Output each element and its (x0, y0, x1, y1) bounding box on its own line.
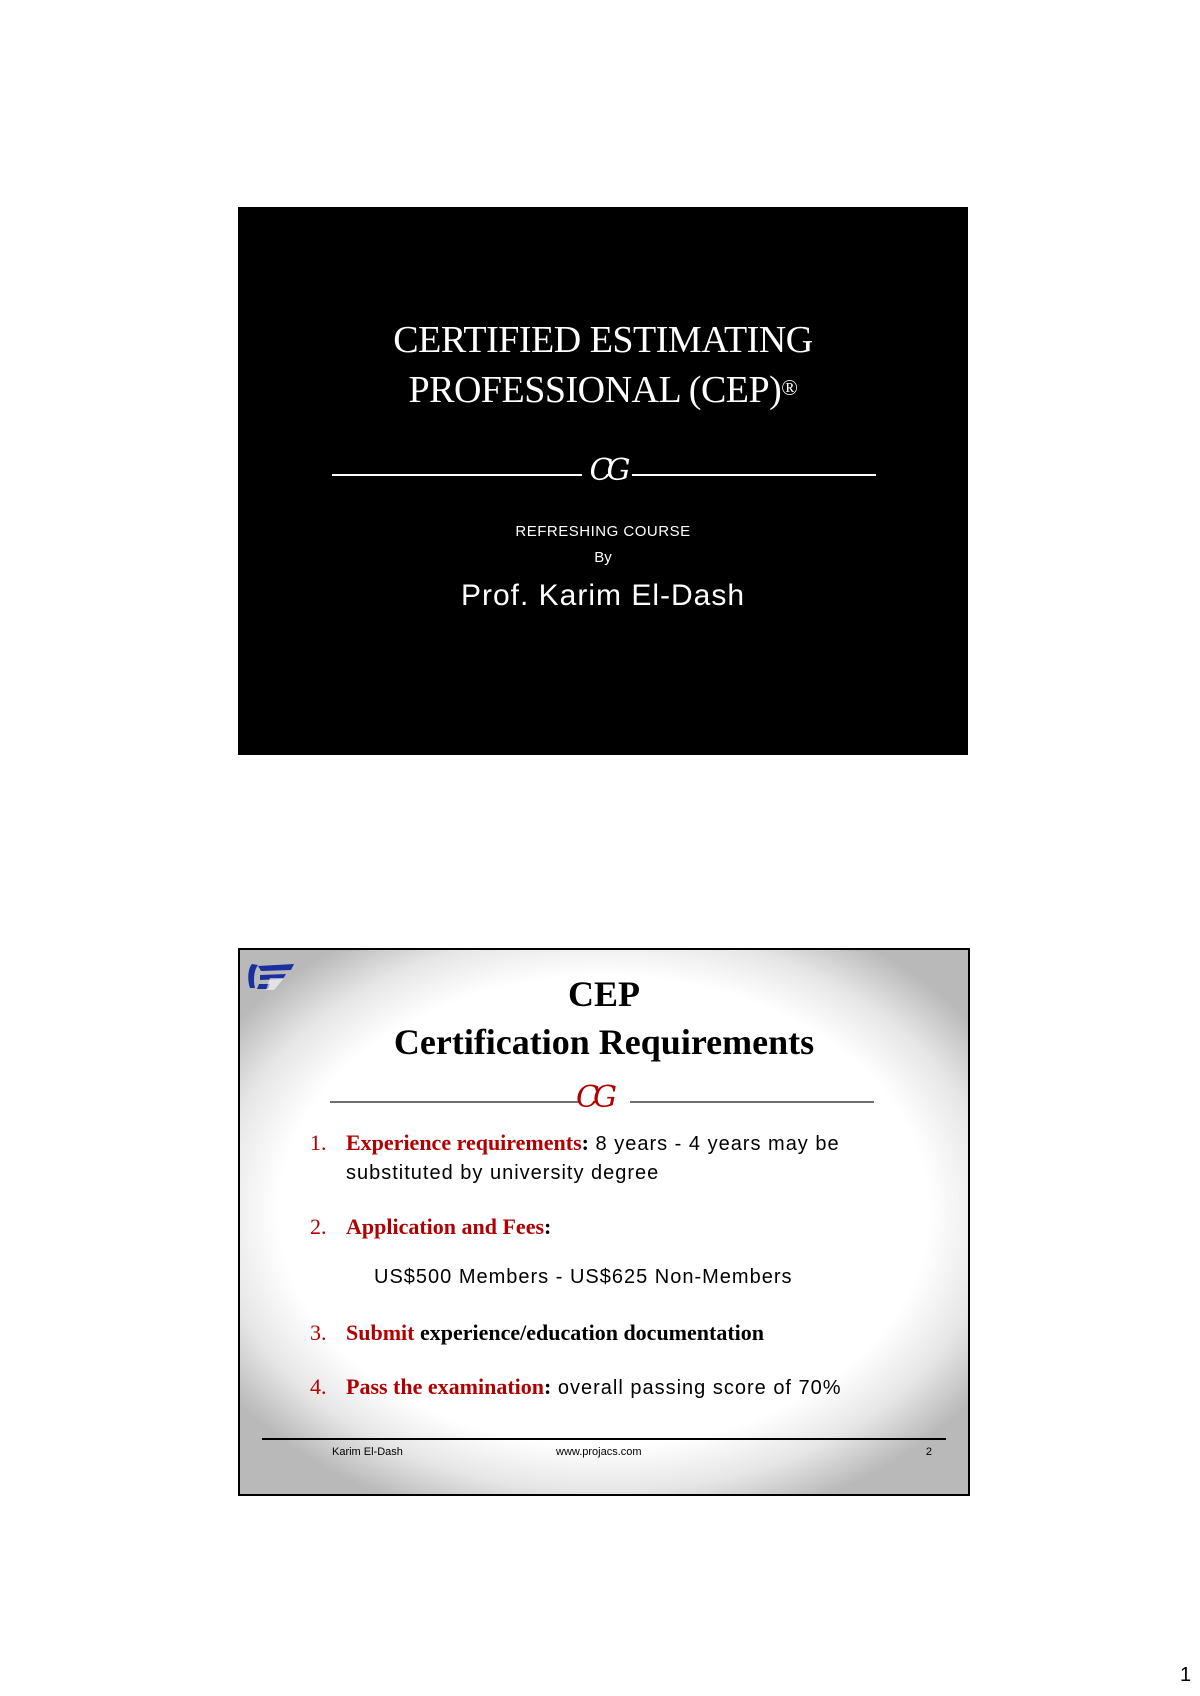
title-slide (238, 207, 968, 755)
slide1-title (238, 315, 968, 415)
requirement-text: overall passing score of 70% (551, 1377, 842, 1399)
footer-rule (262, 1438, 946, 1440)
page-number: 1 (1180, 1664, 1192, 1686)
fees-detail: US$500 Members - US$625 Non-Members (374, 1266, 793, 1288)
slide2-title-line2: Certification Requirements (393, 1022, 815, 1062)
divider-rule-left (332, 474, 582, 476)
slide2-ornament-divider (330, 1080, 874, 1115)
requirement-item: 2. Application and Fees: (310, 1214, 552, 1239)
requirement-heading: Pass the examination (346, 1374, 544, 1399)
requirement-heading: Submit (346, 1320, 415, 1345)
ornament-icon: CG (589, 453, 625, 488)
requirement-item: 4. Pass the examination: overall passing score of 70% (310, 1374, 842, 1399)
slide1-title-line2: PROFESSIONAL (CEP) (408, 369, 782, 411)
requirement-item (310, 1318, 930, 1348)
requirement-number: 4. (310, 1374, 327, 1399)
slide2-title (240, 970, 968, 1066)
requirement-number: 1. (310, 1130, 327, 1155)
footer-website: www.projacs.com (556, 1446, 642, 1458)
requirement-item: 1. Experience requirements: 8 years - 4 years may be substituted by university degree (310, 1130, 840, 1184)
slide1-by: By (594, 549, 612, 566)
requirement-text: 8 years - 4 years may be substituted by university degree (346, 1133, 840, 1184)
slide2-title-line1: CEP (568, 974, 640, 1014)
divider-rule-right (632, 474, 876, 476)
requirement-number: 3. (310, 1320, 327, 1345)
footer-author: Karim El-Dash (332, 1446, 403, 1458)
slide1-subtitle: REFRESHING COURSE (515, 523, 691, 540)
requirement-heading: Experience requirements (346, 1130, 582, 1155)
requirements-slide (238, 948, 970, 1496)
footer-slide-number: 2 (925, 1446, 932, 1458)
slide1-title-line1: CERTIFIED ESTIMATING (393, 319, 813, 361)
divider-rule-left (330, 1101, 578, 1103)
requirement-text: experience/education documentation (414, 1320, 765, 1345)
ornament-icon: CG (576, 1080, 611, 1115)
slide1-ornament-divider (332, 453, 876, 488)
requirement-number: 2. (310, 1214, 327, 1239)
slide1-author: Prof. Karim El-Dash (460, 579, 746, 612)
divider-rule-right (630, 1101, 874, 1103)
registered-mark: ® (781, 375, 798, 400)
requirement-heading: Application and Fees (346, 1214, 545, 1239)
